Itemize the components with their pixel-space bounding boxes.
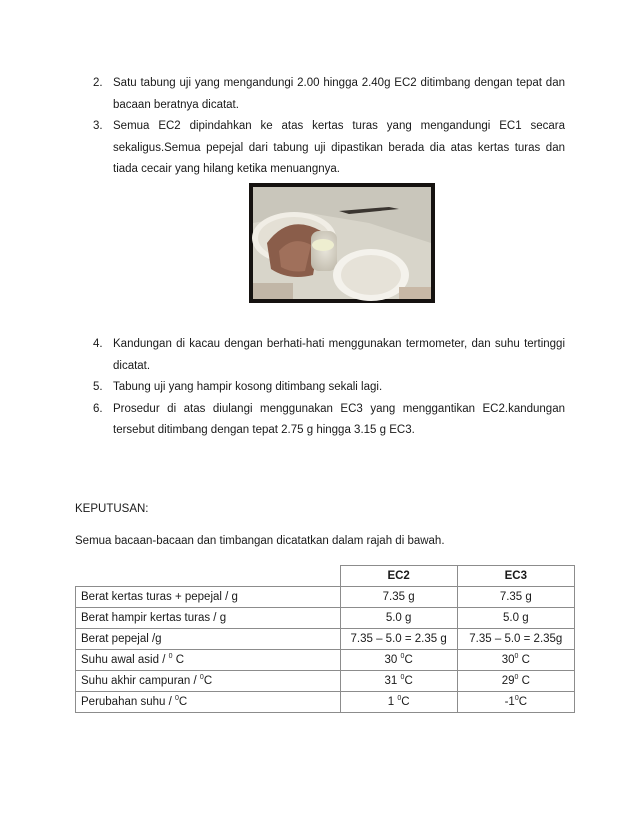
experiment-photo-image [249,183,435,303]
table-row [76,692,575,713]
cell-ec3-degree: 0 [514,653,519,661]
cell-ec3-value: 5.0 g [503,612,529,624]
cell-ec2 [340,671,457,692]
step-number: 5. [93,381,103,393]
cell-ec3 [457,629,574,650]
step-number: 2. [93,77,103,89]
table-header-row [76,566,575,587]
cell-ec2-degree: 0 [397,695,402,703]
cell-ec2-degree: 0 [400,674,405,682]
cell-ec3-value: 29 [501,675,515,687]
row-label-unit: C [203,675,213,687]
cell-ec2-value: 7.35 g [382,591,415,603]
step-number: 3. [93,120,103,132]
row-label-text: Berat kertas turas + pepejal / g [81,591,238,603]
step-text: Satu tabung uji yang mengandungi 2.00 hingga 2.40g EC2 ditimbang dengan tepat dan bacaan beratnya dicatat. [113,77,565,111]
cell-ec3-degree: 0 [514,674,519,682]
cell-ec2 [340,629,457,650]
row-label-degree: 0 [199,674,204,682]
row-label [76,671,341,692]
row-label-text: Berat hampir kertas turas / g [81,612,227,624]
cell-ec3-unit: C [518,675,530,687]
cell-ec2 [340,692,457,713]
row-label-unit: C [178,696,188,708]
step-number: 6. [93,402,103,415]
table-row [76,671,575,692]
cell-ec2-unit: C [401,696,410,708]
step-text: Semua EC2 dipindahkan ke atas kertas turas yang mengandungi EC1 secara sekaligus.Semua pepejal dari tabung uji dipastikan berada dia atas kertas turas dan tiada cecair yang hilang ketika menuangnya. [113,120,565,175]
cell-ec2-value: 7.35 – 5.0 = 2.35 g [350,633,447,645]
row-label-degree: 0 [168,653,173,661]
cell-ec2 [340,587,457,608]
procedure-step [80,399,565,442]
cell-ec3 [457,608,574,629]
cell-ec3 [457,587,574,608]
procedure-step [80,116,565,181]
procedure-step [80,377,565,399]
experiment-photo [249,183,435,303]
row-label-degree: 0 [175,695,179,703]
table-row [76,608,575,629]
step-text: Tabung uji yang hampir kosong ditimbang sekali lagi. [113,381,383,393]
row-label-text: Suhu awal asid / [81,654,169,666]
cell-ec2-value: 30 [384,654,401,666]
cell-ec3 [457,692,574,713]
results-table [75,565,575,713]
cell-ec2-value: 5.0 g [385,612,412,624]
row-label-text: Berat pepejal /g [81,633,162,645]
cell-ec3-degree: 0 [514,695,519,703]
cell-ec2 [340,608,457,629]
cell-ec3-value: 30 [501,654,515,666]
cell-ec3 [457,671,574,692]
row-label [76,650,341,671]
cell-ec3-unit: C [518,654,530,666]
cell-ec3-value: 7.35 – 5.0 = 2.35g [469,633,563,645]
cell-ec2-unit: C [404,675,413,687]
row-label [76,629,341,650]
cell-ec3 [457,650,574,671]
step-number: 4. [93,338,103,350]
results-heading: KEPUTUSAN: [75,503,149,515]
row-label-text: Suhu akhir campuran / [81,675,200,687]
cell-ec3-value: -1 [504,696,515,708]
row-label [76,587,341,608]
cell-ec3-value: 7.35 g [499,591,532,603]
table-row [76,629,575,650]
row-label-text: Perubahan suhu / [81,696,175,708]
table-corner [76,566,341,587]
procedure-steps-bottom [80,334,565,442]
header-ec3: EC3 [457,566,574,587]
results-intro: Semua bacaan-bacaan dan timbangan dicatatkan dalam rajah di bawah. [75,535,445,547]
step-text: Prosedur di atas diulangi menggunakan EC3 yang menggantikan EC2.kandungan tersebut ditimbang dengan tepat 2.75 g hingga 3.15 g EC3. [113,402,565,436]
cell-ec2-degree: 0 [400,653,405,661]
cell-ec2 [340,650,457,671]
cell-ec3-unit: C [518,696,528,708]
procedure-step [80,73,565,116]
row-label-unit: C [172,654,184,666]
step-text: Kandungan di kacau dengan berhati-hati menggunakan termometer, dan suhu tertinggi dicatat. [113,338,565,372]
cell-ec2-value: 31 [384,675,401,687]
cell-ec2-unit: C [404,654,413,666]
procedure-steps-top [80,73,565,181]
cell-ec2-value: 1 [387,696,398,708]
header-ec2: EC2 [340,566,457,587]
row-label [76,608,341,629]
table-row [76,587,575,608]
row-label [76,692,341,713]
table-row [76,650,575,671]
procedure-step [80,334,565,377]
